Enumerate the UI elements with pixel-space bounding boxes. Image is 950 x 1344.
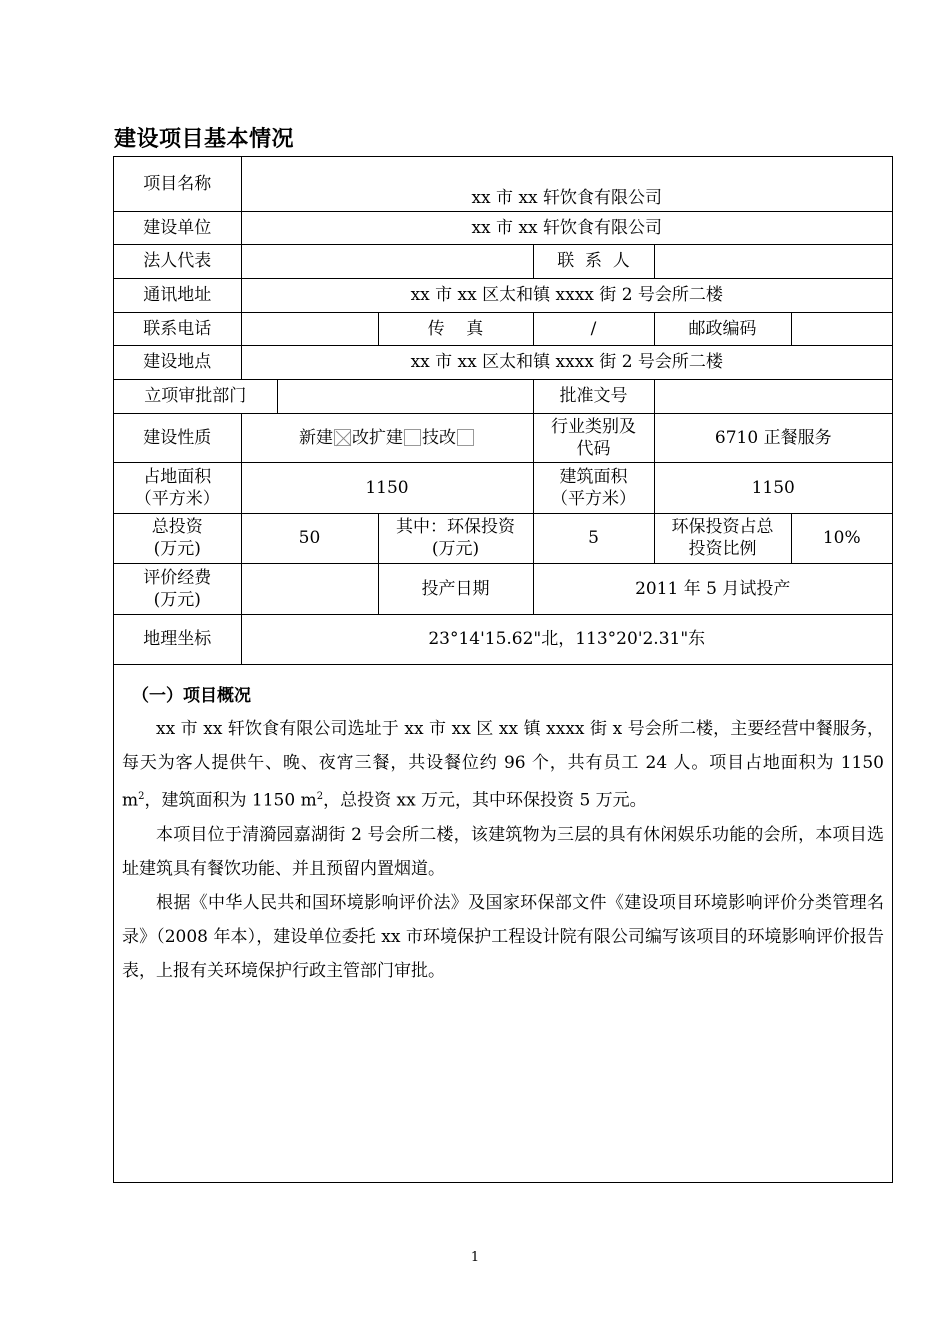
- nature-expand-label: 改扩建: [352, 427, 403, 448]
- floor-area-value: 1150: [654, 462, 892, 513]
- overview-p1-part-a: xx 市 xx 轩饮食有限公司选址于 xx 市 xx 区 xx 镇 xxxx 街 x 号会所二楼，主要经营中餐服务，每天为客人提供午、晚、夜宵三餐，共设餐位约 96 个，共有员工 24 人。项目占地面积为 1150 m: [122, 719, 884, 811]
- page-title: 建设项目基本情况: [114, 127, 295, 152]
- fax-label: 传 真: [378, 312, 533, 345]
- legal-rep-label: 法人代表: [114, 244, 241, 278]
- land-area-label-line1: 占地面积: [143, 466, 212, 487]
- builder-value: xx 市 xx 轩饮食有限公司: [241, 211, 892, 244]
- legal-rep-value: [241, 244, 533, 278]
- env-investment-label: [378, 513, 533, 563]
- address-value: xx 市 xx 区太和镇 xxxx 街 2 号会所二楼: [241, 278, 892, 312]
- investment-label-line1: 总投资: [151, 517, 203, 537]
- env-ratio-label-line1: 环保投资占总: [671, 517, 774, 537]
- nature-tech-checkbox[interactable]: [457, 429, 474, 446]
- floor-area-label: [533, 462, 654, 513]
- approval-dept-label: 立项审批部门: [114, 379, 277, 413]
- env-investment-value: 5: [533, 513, 654, 563]
- land-area-label-line2: （平方米）: [134, 488, 220, 509]
- industry-label-line1: 行业类别及: [551, 416, 636, 437]
- production-date-value: 2011 年 5 月试投产: [533, 563, 892, 614]
- coords-value: 23°14'15.62"北，113°20'2.31"东: [241, 614, 892, 664]
- floor-area-label-line2: （平方米）: [551, 488, 636, 509]
- eval-cost-label: [114, 563, 241, 614]
- phone-value: [241, 312, 378, 345]
- overview-p1-part-c: ，总投资 xx 万元，其中环保投资 5 万元。: [323, 790, 647, 811]
- nature-new-label: 新建: [299, 427, 333, 448]
- project-info-table: [114, 157, 892, 665]
- industry-label-line2: 代码: [576, 438, 611, 459]
- investment-label-line2: (万元): [153, 539, 201, 559]
- overview-paragraph-3: 根据《中华人民共和国环境影响评价法》及国家环保部文件《建设项目环境影响评价分类管理名录》（2008 年本），建设单位委托 xx 市环境保护工程设计院有限公司编写该项目的环境影响评价报告表，上报有关环境保护行政主管部门审批。: [122, 892, 884, 981]
- postcode-value: [791, 312, 892, 345]
- env-investment-label-line2: (万元): [431, 539, 480, 559]
- production-date-label: 投产日期: [378, 563, 533, 614]
- approval-dept-value: [277, 379, 533, 413]
- page-number: 1: [470, 1250, 480, 1265]
- fax-value: /: [533, 312, 654, 345]
- eval-cost-label-line2: (万元): [153, 589, 201, 610]
- contact-value: [654, 244, 892, 278]
- investment-label: [114, 513, 241, 563]
- approval-no-value: [654, 379, 892, 413]
- approval-no-label: 批准文号: [533, 379, 654, 413]
- coords-label: 地理坐标: [114, 614, 241, 664]
- eval-cost-value: [241, 563, 378, 614]
- overview-p1-sup-2: 2: [316, 791, 324, 802]
- overview-title: （一）项目概况: [132, 686, 251, 706]
- project-overview: [114, 669, 892, 988]
- builder-label: 建设单位: [114, 211, 241, 244]
- nature-tech-label: 技改: [422, 427, 456, 448]
- industry-value: 6710 正餐服务: [654, 413, 892, 462]
- env-ratio-value: 10%: [791, 513, 892, 563]
- overview-paragraph-2: 本项目位于清漪园嘉湖街 2 号会所二楼，该建筑物为三层的具有休闲娱乐功能的会所，本项目选址建筑具有餐饮功能、并且预留内置烟道。: [122, 824, 884, 879]
- floor-area-label-line1: 建筑面积: [559, 466, 628, 487]
- project-name-value: xx 市 xx 轩饮食有限公司: [241, 157, 892, 211]
- env-investment-label-line1: 其中：环保投资: [396, 517, 515, 537]
- eval-cost-label-line1: 评价经费: [143, 567, 212, 588]
- project-name-label: 项目名称: [114, 157, 241, 211]
- address-label: 通讯地址: [114, 278, 241, 312]
- site-label: 建设地点: [114, 345, 241, 379]
- postcode-label: 邮政编码: [654, 312, 791, 345]
- overview-p1-sup-1: 2: [138, 791, 145, 802]
- investment-value: 50: [241, 513, 378, 563]
- contact-label: 联 系 人: [533, 244, 654, 278]
- phone-label: 联系电话: [114, 312, 241, 345]
- industry-label: [533, 413, 654, 462]
- nature-options: [241, 413, 533, 462]
- info-table-frame: [113, 156, 893, 1183]
- overview-paragraph-1: [122, 712, 884, 818]
- nature-expand-checkbox[interactable]: [404, 429, 421, 446]
- nature-label: 建设性质: [114, 413, 241, 462]
- land-area-value: 1150: [241, 462, 533, 513]
- overview-p1-part-b: ，建筑面积为 1150 m: [144, 790, 317, 811]
- env-ratio-label: [654, 513, 791, 563]
- land-area-label: [114, 462, 241, 513]
- site-value: xx 市 xx 区太和镇 xxxx 街 2 号会所二楼: [241, 345, 892, 379]
- nature-new-checkbox[interactable]: [334, 429, 351, 446]
- env-ratio-label-line2: 投资比例: [688, 539, 757, 559]
